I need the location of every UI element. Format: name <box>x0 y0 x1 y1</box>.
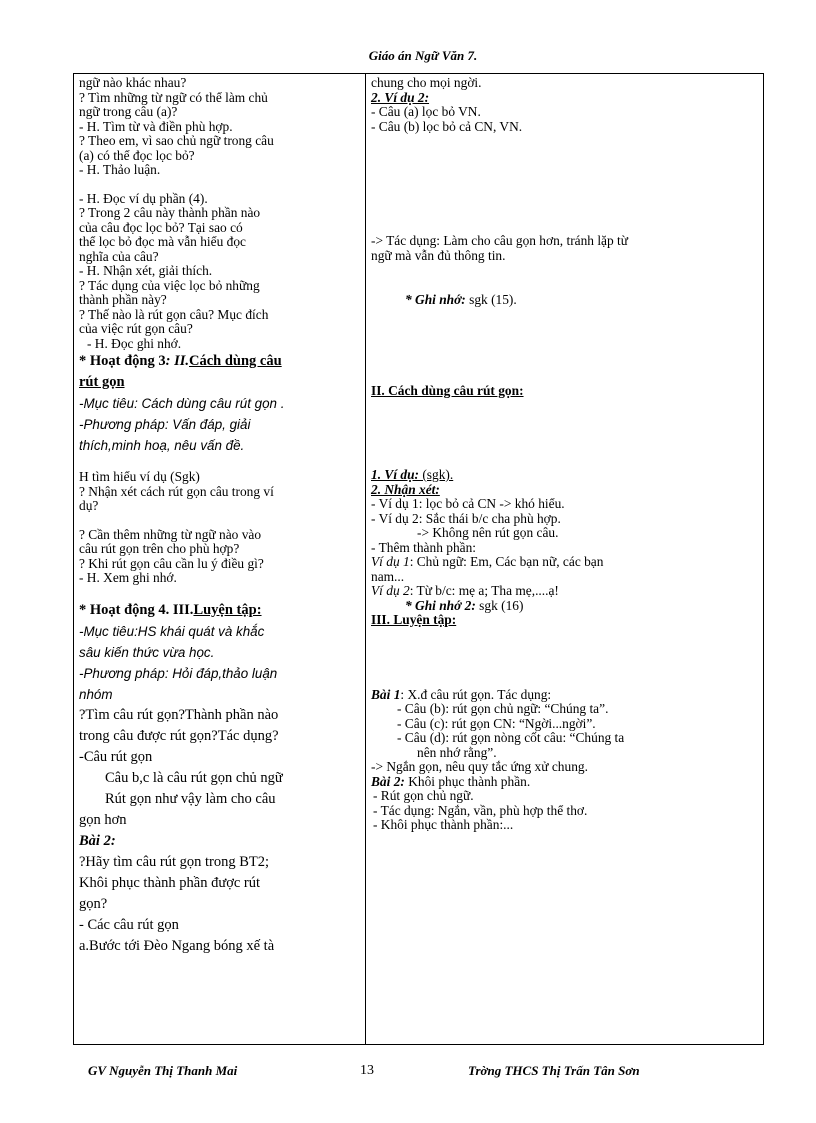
text-line: - Câu (a) lọc bỏ VN. <box>371 104 481 119</box>
text-line: trong câu được rút gọn?Tác dụng? <box>79 727 279 744</box>
text-line: câu rút gọn trên cho phù hợp? <box>79 541 240 556</box>
objective-text: -Mục tiêu: Cách dùng câu rút gọn . <box>79 396 285 411</box>
text-line: - Tác dụng: Ngắn, vần, phù hợp thể thơ. <box>373 802 588 818</box>
text-line: - H. Đọc ghi nhớ. <box>87 335 182 351</box>
activity-3-heading-cont: rút gọn <box>79 374 125 390</box>
note-1: * Ghi nhớ: sgk (15). <box>405 292 517 307</box>
text-line: của việc rút gọn câu? <box>79 321 193 336</box>
text-line: - H. Nhận xét, giải thích. <box>79 263 213 278</box>
text-line: gọn hơn <box>79 811 127 828</box>
text-line: Ví dụ 1: Chủ ngữ: Em, Các bạn nữ, các bạn <box>371 554 604 569</box>
objective-text: -Mục tiêu:HS khái quát và khắc <box>79 623 265 639</box>
text-line: - Các câu rút gọn <box>79 916 179 933</box>
exercise-2-label: Bài 2: <box>79 832 116 849</box>
text-line: - Câu (c): rút gọn CN: “Ngời...ngời”. <box>397 715 596 731</box>
text-line: - Ví dụ 2: Sắc thái b/c cha phù hợp. <box>371 510 561 526</box>
text-line: gọn? <box>79 895 108 912</box>
page-footer <box>0 1063 816 1083</box>
content-column <box>366 74 764 1045</box>
text-line: - Câu (d): rút gọn nòng cốt câu: “Chúng ta <box>397 730 625 745</box>
header-title: Giáo án Ngữ Văn 7. <box>368 48 478 63</box>
text-line: - H. Xem ghi nhớ. <box>79 570 177 585</box>
section-3-heading: III. Luyện tập: <box>371 612 457 627</box>
text-line: - Ví dụ 1: lọc bỏ cả CN -> khó hiểu. <box>371 496 565 511</box>
text-line: chung cho mọi ngời. <box>371 75 482 90</box>
text-line: Rút gọn như vậy làm cho câu <box>105 790 276 807</box>
activity-3-heading: * Hoạt động 3: II.Cách dùng câu <box>79 353 282 369</box>
method-text: thích,minh hoạ, nêu vấn đề. <box>79 438 245 453</box>
text-line: ? Cần thêm những từ ngữ nào vào <box>79 526 262 542</box>
text-line: dụ? <box>79 498 99 513</box>
text-line: H tìm hiểu ví dụ (Sgk) <box>79 469 200 484</box>
text-line: - Câu (b) lọc bỏ cả CN, VN. <box>371 118 523 134</box>
text-line: Ví dụ 2: Từ b/c: mẹ a; Tha mẹ,....ạ! <box>371 583 559 598</box>
text-line: - Câu (b): rút gọn chủ ngữ: “Chúng ta”. <box>397 701 609 716</box>
text-line: ? Khi rút gọn câu cần lu ý điều gì? <box>79 555 264 571</box>
activity-4-heading: * Hoạt động 4. III.Luyện tập: <box>79 601 262 618</box>
text-line: Câu b,c là câu rút gọn chủ ngữ <box>105 769 283 786</box>
text-line: nghĩa của câu? <box>79 248 159 264</box>
text-line: ? Thế nào là rút gọn câu? Mục đích <box>79 306 269 322</box>
text-line: - H. Đọc ví dụ phần (4). <box>79 190 208 206</box>
objective-text: sâu kiến thức vừa học. <box>79 644 215 660</box>
text-line: - Khôi phục thành phần:... <box>373 817 514 832</box>
text-line: ?Hãy tìm câu rút gọn trong BT2; <box>79 853 270 870</box>
text-line: (a) có thể đọc lọc bỏ? <box>79 147 195 163</box>
text-line: ?Tìm câu rút gọn?Thành phần nào <box>79 706 279 723</box>
example-2-heading: 2. Ví dụ 2: <box>371 89 430 105</box>
school-name: Trờng THCS Thị Trấn Tân Sơn <box>468 1063 640 1078</box>
text-line: a.Bước tới Đèo Ngang bóng xế tà <box>79 937 275 954</box>
text-line: - Rút gọn chủ ngữ. <box>373 788 474 803</box>
text-line: ? Tìm những từ ngữ có thể làm chủ <box>79 89 268 105</box>
exercise-2: Bài 2: Khôi phục thành phần. <box>371 773 531 789</box>
page-header <box>0 48 816 64</box>
text-line: -Câu rút gọn <box>79 748 153 765</box>
text-line: -> Tác dụng: Làm cho câu gọn hơn, tránh lặp từ <box>371 233 629 248</box>
exercise-1: Bài 1: X.đ câu rút gọn. Tác dụng: <box>371 686 552 702</box>
text-line: - H. Thảo luận. <box>79 162 161 177</box>
text-line: ? Nhận xét cách rút gọn câu trong ví <box>79 483 274 499</box>
page-number: 13 <box>360 1063 374 1078</box>
text-line: - H. Tìm từ và điền phù hợp. <box>79 118 233 134</box>
text-line: Khôi phục thành phần được rút <box>79 874 261 891</box>
section-2-heading: II. Cách dùng câu rút gọn: <box>371 382 524 398</box>
text-line: thành phần này? <box>79 292 167 307</box>
remark-heading: 2. Nhận xét: <box>371 481 440 497</box>
text-line: thể lọc bỏ đọc mà vẫn hiểu đọc <box>79 234 246 249</box>
text-line: ? Theo em, vì sao chủ ngữ trong câu <box>79 133 274 148</box>
teacher-name: GV Nguyễn Thị Thanh Mai <box>88 1063 238 1078</box>
method-text: nhóm <box>79 686 113 702</box>
text-line: nam... <box>371 568 405 584</box>
text-line: ngữ mà vẫn đủ thông tin. <box>371 247 506 263</box>
text-line: nên nhớ rằng”. <box>417 744 497 760</box>
note-2: * Ghi nhớ 2: sgk (16) <box>405 597 524 613</box>
text-line: ngữ nào khác nhau? <box>79 75 187 90</box>
method-text: -Phương pháp: Hỏi đáp,thảo luận <box>79 665 278 681</box>
text-line: ngữ trong câu (a)? <box>79 104 178 119</box>
text-line: - Thêm thành phần: <box>371 539 476 555</box>
method-text: -Phương pháp: Vấn đáp, giải <box>79 417 251 432</box>
text-line: -> Ngắn gọn, nêu quy tắc ứng xử chung. <box>371 759 588 774</box>
text-line: -> Không nên rút gọn câu. <box>417 525 559 540</box>
text-line: ? Trong 2 câu này thành phần nào <box>79 205 261 220</box>
activity-column <box>74 74 366 1045</box>
example-label: 1. Ví dụ: (sgk). <box>371 467 454 482</box>
lesson-table <box>73 73 764 1045</box>
text-line: của câu đọc lọc bỏ? Tại sao có <box>79 219 243 235</box>
text-line: ? Tác dụng của việc lọc bỏ những <box>79 277 260 293</box>
